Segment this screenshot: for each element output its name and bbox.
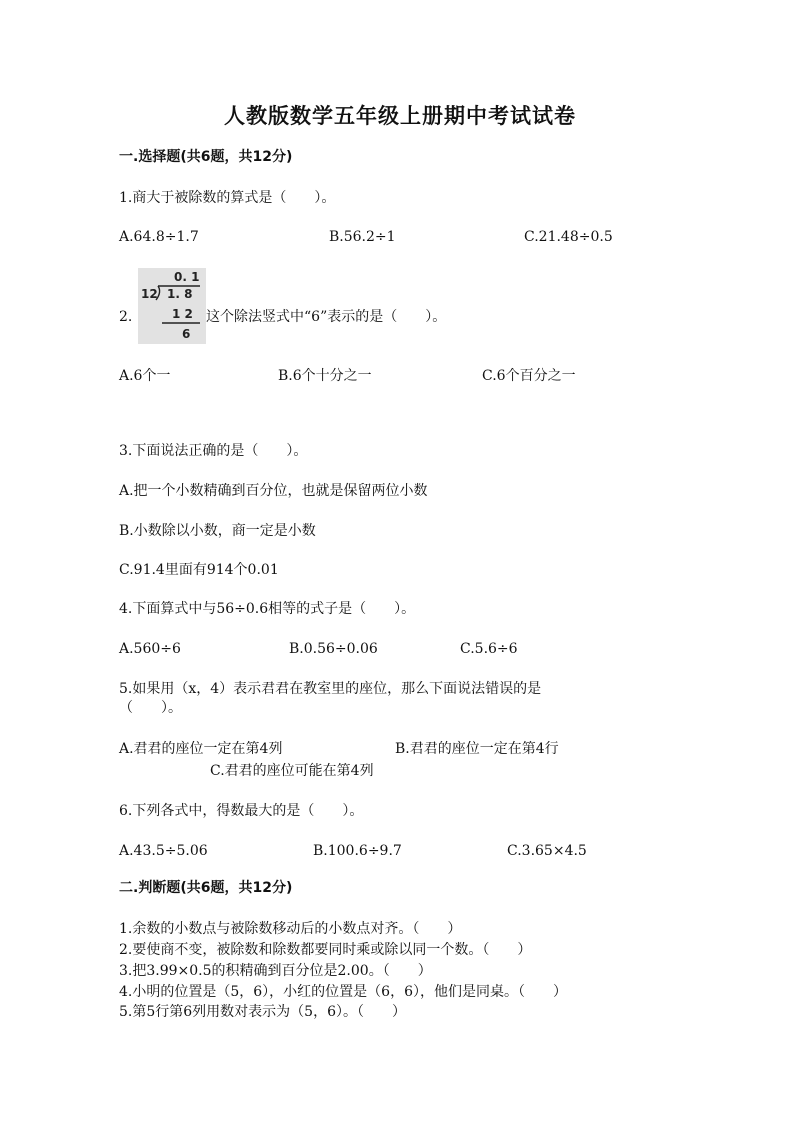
question-4-option-c: C.5.6÷6 [460,641,518,657]
question-4-option-a: A.560÷6 [119,641,181,657]
question-5-option-c: C.君君的座位可能在第4列 [210,763,374,779]
question-2-number: 2. [119,309,133,325]
question-3-stem: 3.下面说法正确的是（ ）。 [119,443,308,459]
judgement-item: 1.余数的小数点与被除数移动后的小数点对齐。（ ） [119,921,462,937]
figure-dividend: 1. 8 [167,287,193,301]
question-3-option-a: A.把一个小数精确到百分位，也就是保留两位小数 [119,483,428,499]
question-3-option-c: C.91.4里面有914个0.01 [119,562,279,578]
section-heading-judgement: 二.判断题(共6题，共12分) [119,880,293,896]
page-title: 人教版数学五年级上册期中考试试卷 [224,103,576,128]
question-1-option-c: C.21.48÷0.5 [524,229,613,245]
question-4-stem: 4.下面算式中与56÷0.6相等的式子是（ ）。 [119,601,416,617]
question-4-option-b: B.0.56÷0.06 [289,641,378,657]
question-2-option-c: C.6个百分之一 [482,368,576,384]
question-6-option-c: C.3.65×4.5 [507,843,587,859]
question-6-option-b: B.100.6÷9.7 [313,843,402,859]
question-3-option-b: B.小数除以小数，商一定是小数 [119,523,316,539]
question-6-stem: 6.下列各式中，得数最大的是（ ）。 [119,803,364,819]
question-5-option-b: B.君君的座位一定在第4行 [395,741,559,757]
section-heading-choice: 一.选择题(共6题，共12分) [119,149,293,165]
figure-quotient: 0. 1 [174,270,200,284]
question-2-stem: 这个除法竖式中“6”表示的是（ ）。 [206,309,447,325]
question-5-stem-line1: 5.如果用（x，4）表示君君在教室里的座位，那么下面说法错误的是 [119,681,542,697]
question-5-stem-line2: （ ）。 [119,700,182,716]
figure-divisor: 12 [141,287,158,301]
question-2-option-b: B.6个十分之一 [278,368,372,384]
question-1-option-a: A.64.8÷1.7 [119,229,199,245]
figure-remainder: 6 [182,327,191,341]
question-1-stem: 1.商大于被除数的算式是（ ）。 [119,190,336,206]
question-2-option-a: A.6个一 [119,368,171,384]
question-5-option-a: A.君君的座位一定在第4列 [119,741,283,757]
judgement-item: 4.小明的位置是（5，6），小红的位置是（6，6），他们是同桌。（ ） [119,984,567,1000]
judgement-item: 2.要使商不变，被除数和除数都要同时乘或除以同一个数。（ ） [119,942,532,958]
judgement-item: 5.第5行第6列用数对表示为（5，6）。（ ） [119,1004,406,1020]
question-1-option-b: B.56.2÷1 [329,229,396,245]
question-6-option-a: A.43.5÷5.06 [119,843,208,859]
figure-product: 1 2 [172,307,193,321]
judgement-item: 3.把3.99×0.5的积精确到百分位是2.00。（ ） [119,963,432,979]
long-division-figure [138,268,206,344]
